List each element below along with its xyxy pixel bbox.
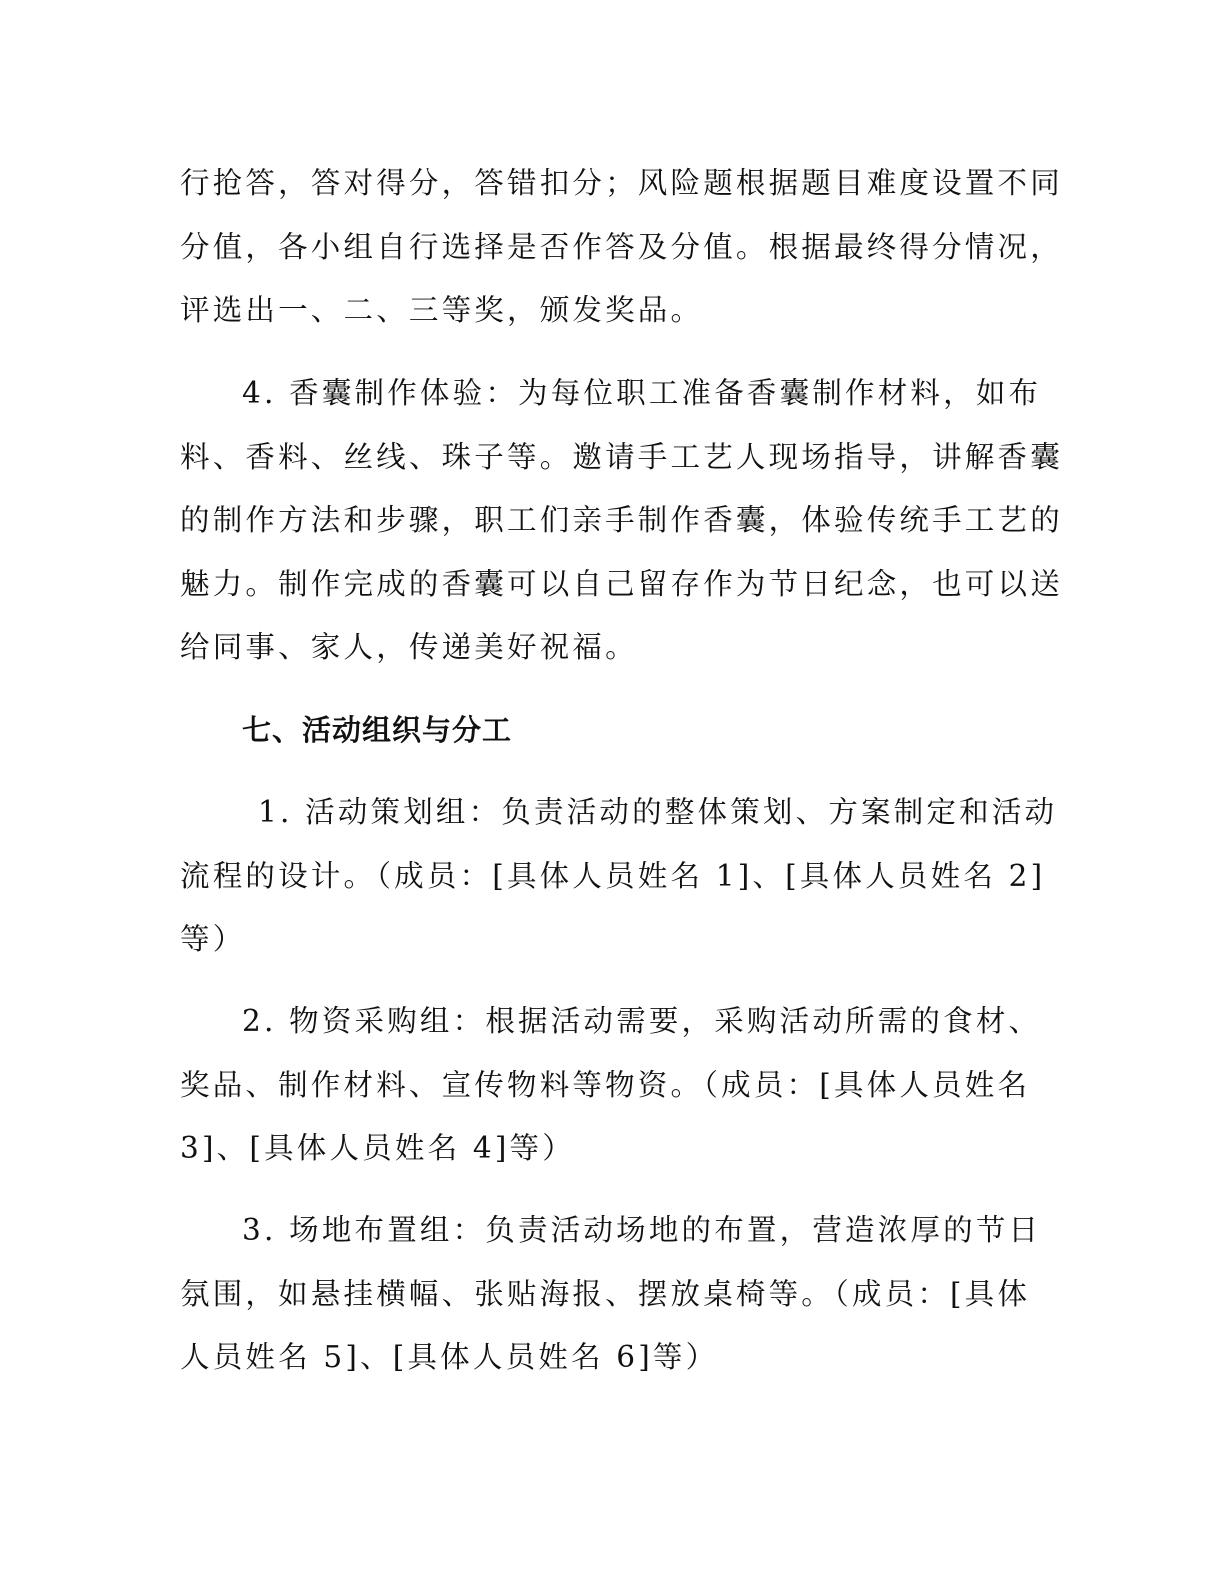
text-line: 3. 场地布置组：负责活动场地的布置，营造浓厚的节日 — [242, 1213, 1042, 1247]
section-heading: 七、活动组织与分工 — [242, 713, 513, 747]
text-line: 人员姓名 5]、[具体人员姓名 6]等） — [180, 1340, 719, 1374]
text-line: 行抢答，答对得分，答错扣分；风险题根据题目难度设置不同 — [180, 166, 1063, 200]
paragraph-planning-group — [180, 781, 1058, 972]
text-line: 分值，各小组自行选择是否作答及分值。根据最终得分情况， — [180, 229, 1063, 264]
paragraph-quiz-rules — [180, 152, 1063, 343]
text-line: 流程的设计。（成员：[具体人员姓名 1]、[具体人员姓名 2] — [180, 858, 1046, 893]
text-line: 1. 活动策划组：负责活动的整体策划、方案制定和活动 — [258, 795, 1058, 829]
text-line: 奖品、制作材料、宣传物料等物资。（成员：[具体人员姓名 — [180, 1067, 1031, 1102]
text-line: 料、香料、丝线、珠子等。邀请手工艺人现场指导，讲解香囊 — [180, 439, 1063, 474]
text-line: 4. 香囊制作体验：为每位职工准备香囊制作材料，如布 — [242, 376, 1042, 410]
text-line: 的制作方法和步骤，职工们亲手制作香囊，体验传统手工艺的 — [180, 503, 1063, 537]
text-line: 给同事、家人，传递美好祝福。 — [180, 630, 638, 664]
paragraph-venue-group — [180, 1199, 1042, 1390]
text-line: 魅力。制作完成的香囊可以自己留存作为节日纪念，也可以送 — [180, 566, 1063, 601]
text-line: 氛围，如悬挂横幅、张贴海报、摆放桌椅等。（成员：[具体 — [180, 1276, 1031, 1311]
text-line: 评选出一、二、三等奖，颁发奖品。 — [180, 293, 704, 327]
text-line: 2. 物资采购组：根据活动需要，采购活动所需的食材、 — [242, 1004, 1042, 1038]
paragraph-procurement-group — [180, 990, 1042, 1181]
text-line: 3]、[具体人员姓名 4]等） — [180, 1131, 575, 1165]
paragraph-sachet-making — [180, 362, 1063, 680]
text-line: 等） — [180, 922, 246, 956]
